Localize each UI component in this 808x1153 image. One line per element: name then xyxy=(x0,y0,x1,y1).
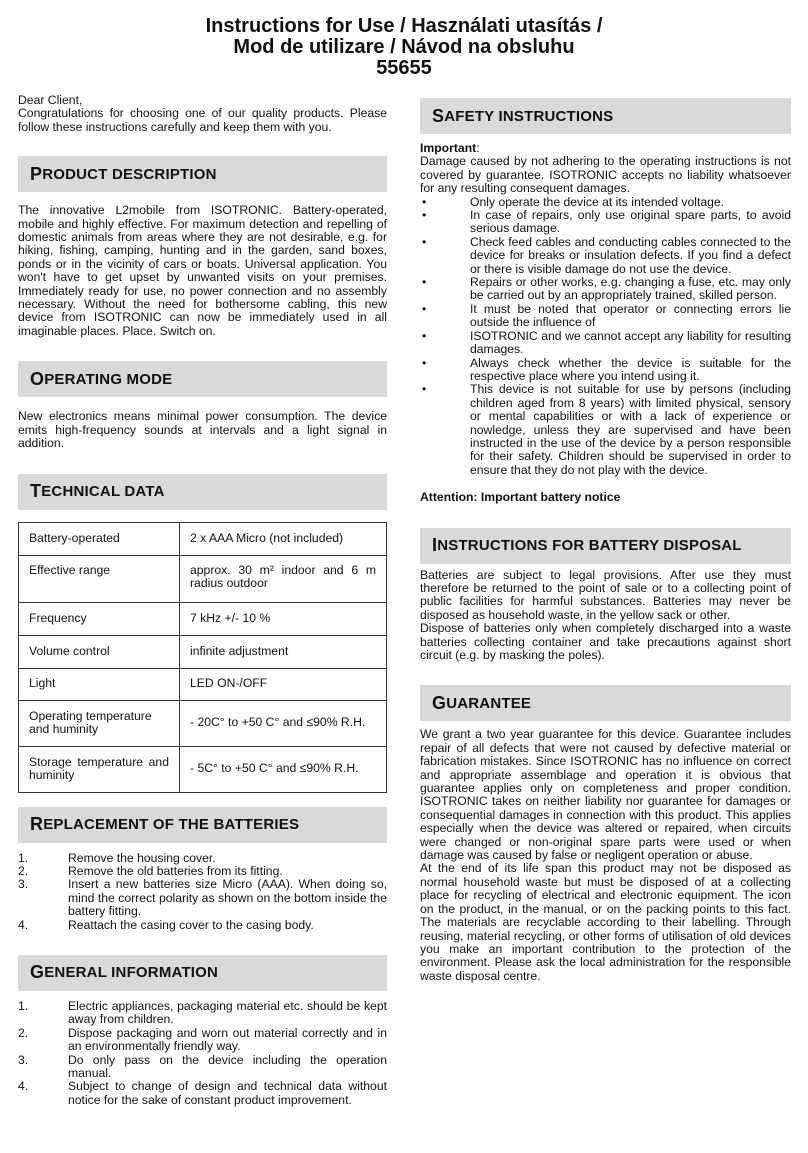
general-information-list xyxy=(18,1000,387,1107)
left-column xyxy=(18,94,387,1107)
table-cell-label: Light xyxy=(19,668,180,700)
document-title xyxy=(0,16,808,79)
replacement-list xyxy=(18,852,387,932)
table-cell-value: infinite adjustment xyxy=(180,635,387,668)
table-cell-label: Volume control xyxy=(19,635,180,668)
list-item: • ISOTRONIC and we cannot accept any liability for resulting damages. xyxy=(422,328,791,357)
guarantee-text-1: We grant a two year guarantee for this device. Guarantee includes repair of all defects that were not caused by defective material or fabrication mistakes. Since ISOTRONIC has no influence on correct and appropriate assemblage and operation it is obvious that guarantee applies only on completeness and proper condition. ISOTRONIC takes on neither liability nor guarantee for damages or consequential damages in connection with this product. This applies especially when the device was altered or repaired, when circuits were changed or non-original spare parts were used or when damage was caused by false or negligent operation or abuse. xyxy=(420,727,791,863)
list-item: 3. Insert a new batteries size Micro (AAA). When doing so, mind the correct polarity as shown on the bottom inside the battery fitting. xyxy=(18,877,387,919)
table-row xyxy=(19,602,387,635)
table-row xyxy=(19,635,387,668)
table-row xyxy=(19,700,387,746)
title-line-3: 55655 xyxy=(376,57,432,79)
general-information-heading: G ENERAL INFORMATION xyxy=(18,955,387,991)
list-item: • Only operate the device at its intended voltage. xyxy=(422,194,725,209)
technical-data-heading: T ECHNICAL DATA xyxy=(18,474,387,510)
right-column xyxy=(420,98,791,983)
safety-instructions-heading: S AFETY INSTRUCTIONS xyxy=(420,98,791,134)
battery-disposal-text-2: Dispose of batteries only when completely discharged into a waste batteries collecting container and take precautions against short circuit (e.g. by masking the poles). xyxy=(420,621,791,662)
list-item: 4. Reattach the casing cover to the casing body. xyxy=(18,917,314,932)
table-cell-label: Battery-operated xyxy=(19,522,180,555)
table-row xyxy=(19,668,387,700)
intro-text: Congratulations for choosing one of our quality products. Please follow these instructions carefully and keep them with you. xyxy=(18,106,387,134)
list-item: • Repairs or other works, e.g. changing a fuse, etc. may only be carried out by an appropriately trained, skilled person. xyxy=(422,275,791,303)
table-cell-label: Storage temperature and huminity xyxy=(19,746,180,792)
table-row xyxy=(19,746,387,792)
technical-data-table xyxy=(18,522,387,793)
list-item: • In case of repairs, only use original spare parts, to avoid serious damage. xyxy=(422,208,791,236)
table-row xyxy=(19,522,387,555)
battery-disposal-text-1: Batteries are subject to legal provisions. After use they must therefore be returned to the point of sale or to a collecting point of public facilities for harmful substances. Batteries may never be disposed as household waste, in the yellow sack or other. xyxy=(420,567,791,622)
table-cell-value: approx. 30 m² indoor and 6 m radius outdoor xyxy=(180,555,387,602)
guarantee-text-2: At the end of its life span this product may not be disposed as normal household waste but must be disposed of at a collecting place for recycling of electrical and electronic equipment. The icon on the product, in the manual, or on the packing points to this fact. The materials are recyclable according to their labelling. Through reusing, material recycling, or other forms of utilisation of old devices you make an important contribution to the protection of the environment. Please ask the local administration for the responsible waste disposal centre. xyxy=(420,861,791,983)
product-description-heading: P RODUCT DESCRIPTION xyxy=(18,156,387,192)
list-item: • This device is not suitable for use by persons (including children aged from 8 years) with limited physical, sensory or mental capabilities or with a lack of experience or nowledge, unless they are supervised and have been instructed in the use of the device by a person responsible for their safety. Children should be supervised in order to ensure that they do not play with the device. xyxy=(422,382,791,477)
product-description-text: The innovative L2mobile from ISOTRONIC. Battery-operated, mobile and highly effective. For maximum detection and repelling of domestic animals from areas where they are not desirable, e.g. for hiking, fishing, camping, hunting and in the garden, sand boxes, ponds or in the vicinity of cars or boats. Universal application. You won't have to get upset by unwanted visits on your premises. Immediately ready for use, no power connection and no assembly necessary. Without the need for bothersome cabling, this new device from ISOTRONIC can now be immediately used in all imaginable places. Place. Switch on. xyxy=(18,203,387,338)
list-item: 1. Electric appliances, packaging material etc. should be kept away from children. xyxy=(18,998,387,1027)
table-cell-value: 7 kHz +/- 10 % xyxy=(180,602,387,635)
safety-list xyxy=(420,196,791,478)
safety-important-label: Important: xyxy=(420,141,480,155)
operating-mode-text: New electronics means minimal power consumption. The device emits high-frequency sounds at intervals and a light signal in addition. xyxy=(18,409,387,451)
list-item: • Check feed cables and conducting cables connected to the device for breaks or insulation defects. If you find a defect or there is visible damage do not use the device. xyxy=(422,234,791,276)
table-cell-value: - 20C° to +50 C° and ≤90% R.H. xyxy=(180,700,387,746)
table-cell-value: LED ON-/OFF xyxy=(180,668,387,700)
list-item: 3. Do only pass on the device including the operation manual. xyxy=(18,1052,387,1080)
safety-intro: Damage caused by not adhering to the operating instructions is not covered by guarantee. ISOTRONIC accepts no liability whatsoever for any resulting consequent damages. xyxy=(420,154,791,196)
title-line-2: Mod de utilizare / Návod na obsluhu xyxy=(233,36,575,58)
table-cell-value: - 5C° to +50 C° and ≤90% R.H. xyxy=(180,746,387,792)
list-item: • It must be noted that operator or connecting errors lie outside the influence of xyxy=(422,301,791,330)
intro-greeting: Dear Client, xyxy=(18,93,83,107)
operating-mode-heading: O PERATING MODE xyxy=(18,361,387,397)
table-cell-label: Effective range xyxy=(19,555,180,602)
guarantee-heading: G UARANTEE xyxy=(420,685,791,721)
list-item: 2. Dispose packaging and worn out material correctly and in an environmentally friendly way. xyxy=(18,1025,387,1054)
list-item: 4. Subject to change of design and technical data without notice for the sake of constant product improvement. xyxy=(18,1079,387,1107)
title-line-1: Instructions for Use / Használati utasítás / xyxy=(205,15,603,37)
table-cell-label: Frequency xyxy=(19,602,180,635)
list-item: • Always check whether the device is suitable for the respective place where you intend using it. xyxy=(422,355,791,383)
battery-disposal-heading: I NSTRUCTIONS FOR BATTERY DISPOSAL xyxy=(420,528,791,564)
list-item: 1. Remove the housing cover. xyxy=(18,850,216,865)
table-cell-value: 2 x AAA Micro (not included) xyxy=(180,522,387,555)
table-cell-label: Operating temperature and huminity xyxy=(19,700,180,746)
battery-notice-attention: Attention: Important battery notice xyxy=(420,490,621,505)
table-row xyxy=(19,555,387,602)
replacement-heading: R EPLACEMENT OF THE BATTERIES xyxy=(18,807,387,843)
list-item: 2. Remove the old batteries from its fitting. xyxy=(18,863,283,878)
